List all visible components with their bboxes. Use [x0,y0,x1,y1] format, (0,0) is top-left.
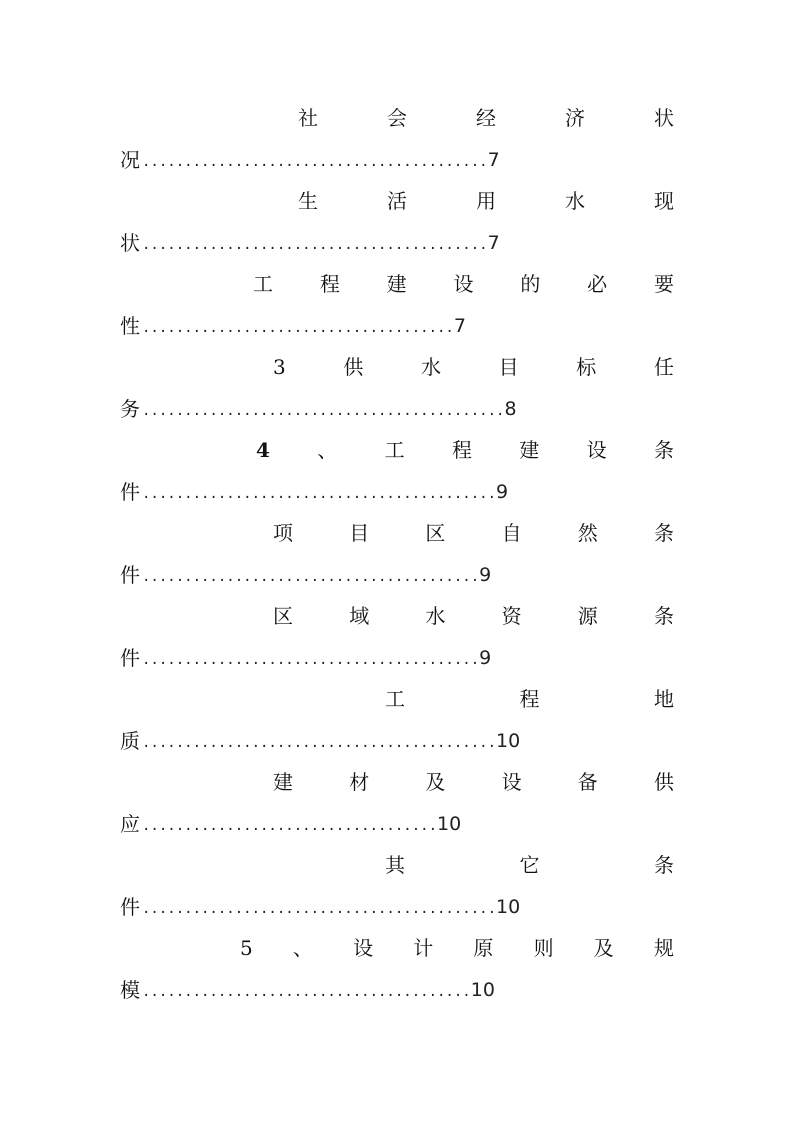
toc-char: 其 [385,853,405,877]
toc-dot-leader: ......................................... [142,237,488,253]
toc-char: 状 [120,231,140,255]
toc-char: 水 [421,355,442,379]
toc-char: 程 [451,438,472,462]
toc-char: 材 [349,770,370,794]
toc-char: 资 [501,604,522,628]
toc-char: 自 [501,521,522,545]
toc-char: 现 [654,189,674,213]
toc-char: 工 [253,272,273,296]
toc-char: 目 [349,521,370,545]
toc-entry-leader-line [120,807,461,841]
toc-entry-necessity[interactable] [0,269,794,353]
toc-entry-natural-conditions[interactable] [0,518,794,602]
toc-char: 程 [519,687,540,711]
toc-char: 区 [273,604,293,628]
toc-page-number: 7 [453,315,466,337]
toc-char: 及 [593,936,614,960]
toc-char: 水 [425,604,446,628]
toc-char: 条 [653,604,674,628]
toc-page-number: 7 [487,232,500,254]
toc-entry-leader-line [120,641,491,675]
toc-entry-title-line [253,269,674,299]
toc-page-number: 9 [479,564,492,586]
toc-char: 状 [654,106,674,130]
toc-char: 性 [120,314,140,338]
toc-char: 必 [587,272,608,296]
toc-char: 会 [387,106,407,130]
toc-char: 务 [120,397,140,421]
toc-char: 任 [653,355,674,379]
toc-dot-leader: ........................................... [142,403,505,419]
toc-section-number: 5 [240,936,253,960]
toc-page-number: 10 [496,730,521,752]
toc-char: 用 [476,189,496,213]
toc-page-number: 9 [479,647,492,669]
toc-char: 设 [353,936,374,960]
toc-char: 及 [425,770,446,794]
toc-char: 水 [565,189,585,213]
toc-char: 模 [120,978,140,1002]
toc-entry-design-principles[interactable] [0,933,794,1017]
toc-section-number: 4 [256,438,270,462]
toc-char: 项 [273,521,293,545]
toc-char: 况 [120,148,140,172]
toc-entry-leader-line [120,226,500,260]
toc-char: 要 [653,272,674,296]
toc-dot-leader: .......................................... [142,486,497,502]
toc-entry-water-status[interactable] [0,186,794,270]
toc-dot-leader: ........................................ [142,652,480,668]
toc-char: 设 [501,770,522,794]
toc-char: 设 [453,272,474,296]
toc-entry-title-line [273,601,674,631]
toc-char: 规 [653,936,674,960]
toc-char: 原 [473,936,494,960]
toc-char: 济 [565,106,585,130]
toc-char: 条 [654,853,674,877]
toc-entry-geology[interactable] [0,684,794,768]
toc-entry-title-line [385,684,674,714]
toc-entry-leader-line [120,309,466,343]
toc-char: 、 [317,438,338,462]
toc-page-number: 10 [470,979,495,1001]
toc-char: 设 [586,438,607,462]
toc-char: 它 [519,853,540,877]
toc-entry-socioeconomic[interactable] [0,103,794,187]
toc-entry-other-conditions[interactable] [0,850,794,934]
toc-char: 备 [577,770,598,794]
toc-entry-leader-line [120,143,500,177]
toc-char: 供 [343,355,364,379]
toc-entry-title-line [273,767,674,797]
toc-char: 应 [120,812,140,836]
toc-char: 源 [577,604,598,628]
toc-page-number: 10 [437,813,462,835]
toc-dot-leader: .......................................... [142,901,497,917]
toc-entry-construction-conditions[interactable] [0,435,794,519]
toc-entry-title-line [273,352,674,382]
toc-entry-title-line [256,435,674,465]
toc-entry-leader-line [120,475,508,509]
toc-page-number: 10 [496,896,521,918]
toc-char: 生 [298,189,318,213]
toc-char: 工 [384,438,405,462]
toc-char: 件 [120,646,140,670]
toc-char: 条 [653,521,674,545]
toc-entry-supply-goals[interactable] [0,352,794,436]
toc-entry-title-line [298,186,674,216]
toc-char: 件 [120,895,140,919]
toc-section-number: 3 [273,355,286,379]
toc-entry-materials-supply[interactable] [0,767,794,851]
toc-char: 经 [476,106,496,130]
toc-char: 区 [425,521,446,545]
toc-char: 件 [120,480,140,504]
toc-char: 社 [298,106,318,130]
toc-entry-title-line [298,103,674,133]
toc-entry-leader-line [120,724,520,758]
toc-char: 标 [576,355,597,379]
toc-char: 计 [413,936,434,960]
toc-entry-leader-line [120,392,517,426]
toc-char: 质 [120,729,140,753]
toc-char: 建 [519,438,540,462]
toc-dot-leader: ..................................... [142,320,454,336]
toc-char: 目 [498,355,519,379]
toc-dot-leader: ........................................ [142,569,480,585]
toc-entry-water-resources[interactable] [0,601,794,685]
toc-char: 的 [520,272,541,296]
toc-char: 然 [577,521,598,545]
toc-page-number: 7 [487,149,500,171]
toc-char: 地 [654,687,674,711]
toc-entry-title-line [385,850,674,880]
toc-char: 工 [385,687,405,711]
toc-dot-leader: ....................................... [142,984,471,1000]
toc-char: 则 [533,936,554,960]
toc-dot-leader: .......................................... [142,735,497,751]
toc-entry-leader-line [120,890,520,924]
toc-char: 建 [273,770,293,794]
toc-char: 件 [120,563,140,587]
toc-char: 活 [387,189,407,213]
toc-page-number: 9 [496,481,509,503]
toc-dot-leader: ................................... [142,818,438,834]
toc-page-number: 8 [504,398,517,420]
toc-char: 条 [653,438,674,462]
toc-entry-title-line [273,518,674,548]
toc-char: 程 [319,272,340,296]
toc-char: 、 [292,936,313,960]
toc-char: 域 [349,604,370,628]
toc-entry-leader-line [120,558,491,592]
toc-char: 建 [386,272,407,296]
toc-char: 供 [653,770,674,794]
toc-dot-leader: ......................................... [142,154,488,170]
toc-entry-title-line [240,933,674,963]
toc-entry-leader-line [120,973,495,1007]
